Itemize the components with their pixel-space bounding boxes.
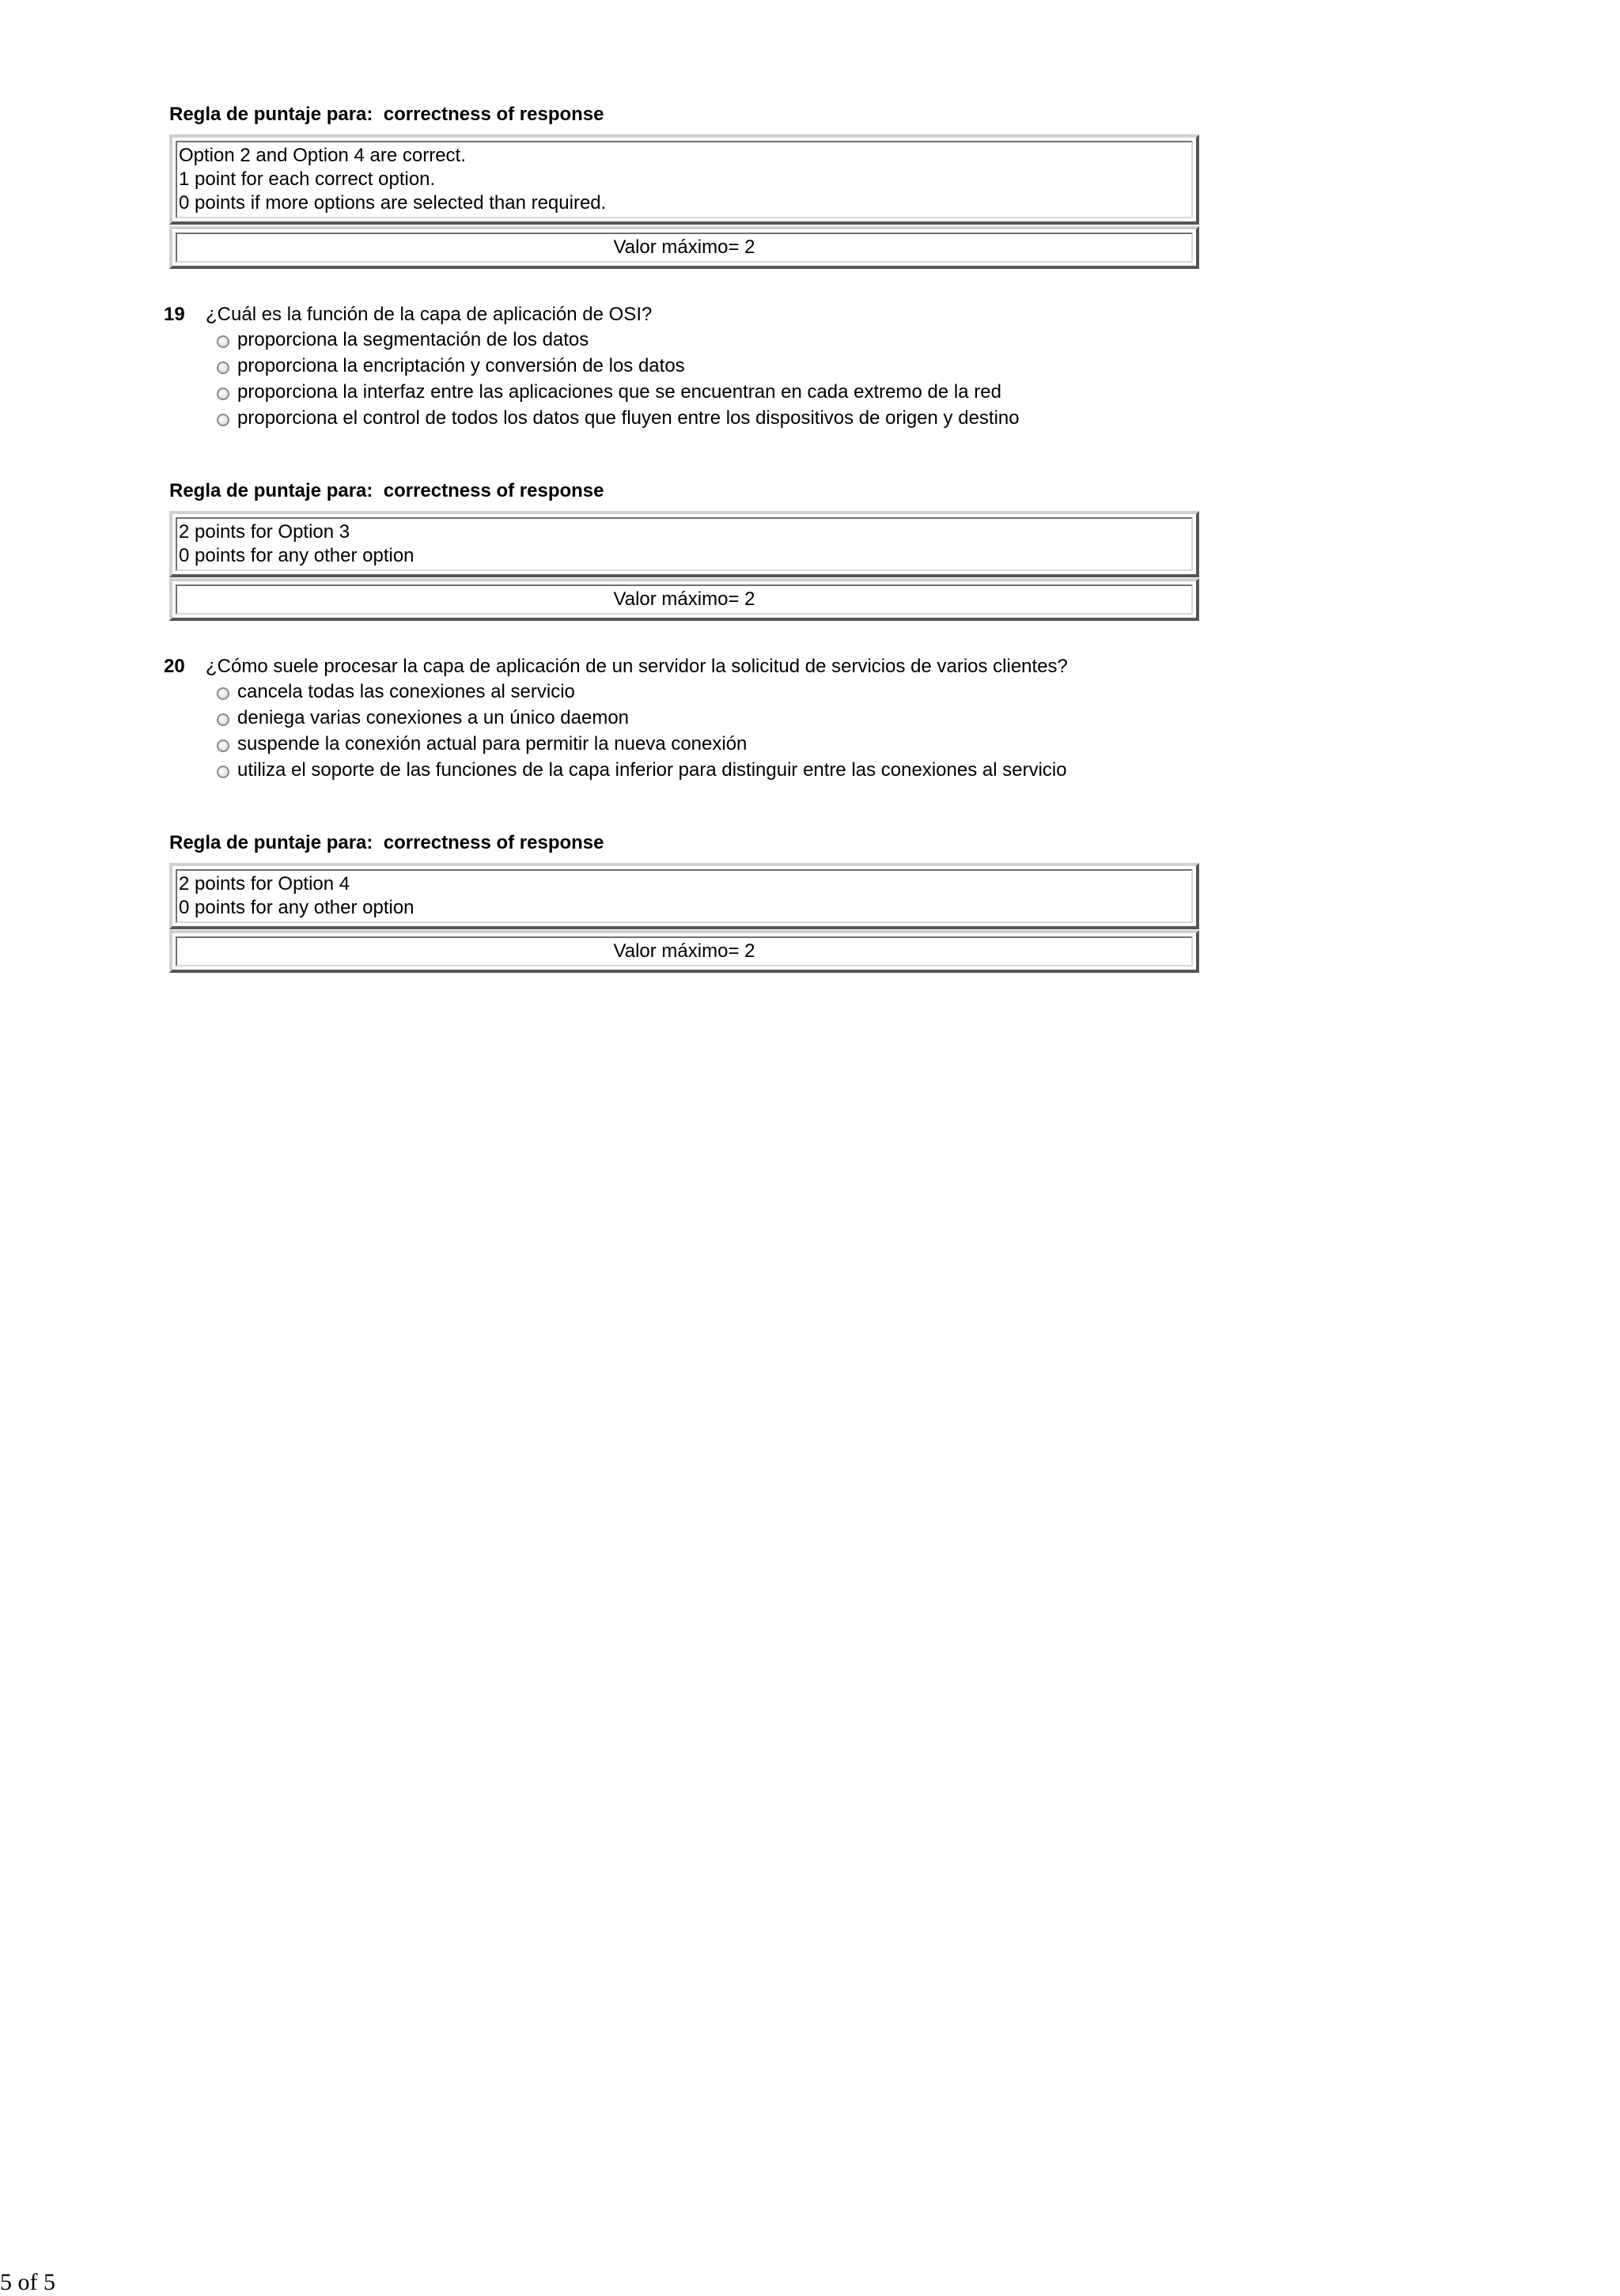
scoring-rule-line: 0 points if more options are selected than required. — [179, 192, 607, 214]
scoring-rule-box — [169, 511, 1199, 577]
scoring-rule-box — [169, 863, 1199, 929]
radio-button[interactable] — [217, 687, 229, 700]
scoring-rule-line: 2 points for Option 3 — [179, 521, 350, 543]
question-text: ¿Cuál es la función de la capa de aplicación de OSI? — [206, 304, 653, 325]
answer-option[interactable] — [217, 732, 747, 757]
answer-option-label: utiliza el soporte de las funciones de la capa inferior para distinguir entre las conexiones al servicio — [237, 759, 1067, 781]
radio-button[interactable] — [217, 713, 229, 726]
scoring-rule-line: Option 2 and Option 4 are correct. — [179, 145, 466, 166]
scoring-rule-heading: Regla de puntaje para: correctness of response — [169, 104, 604, 125]
max-value-box — [169, 226, 1199, 269]
answer-option-label: cancela todas las conexiones al servicio — [237, 681, 575, 702]
scoring-rule-line: 0 points for any other option — [179, 897, 414, 918]
max-value-box — [169, 930, 1199, 973]
answer-option[interactable] — [217, 758, 1067, 783]
answer-option-label: proporciona la encriptación y conversión de los datos — [237, 355, 685, 376]
scoring-rule-heading: Regla de puntaje para: correctness of response — [169, 832, 604, 853]
scoring-rule-box — [169, 134, 1199, 225]
answer-option[interactable] — [217, 705, 629, 731]
answer-option[interactable] — [217, 354, 685, 379]
max-value-label: Valor máximo= 2 — [176, 936, 1193, 966]
answer-option[interactable] — [217, 380, 1001, 405]
radio-button[interactable] — [217, 335, 229, 348]
scoring-rule-line: 1 point for each correct option. — [179, 168, 436, 190]
question-text: ¿Cómo suele procesar la capa de aplicación de un servidor la solicitud de servicios de varios clientes? — [206, 656, 1068, 677]
max-value-box — [169, 578, 1199, 621]
answer-option[interactable] — [217, 679, 575, 705]
max-value-label: Valor máximo= 2 — [176, 584, 1193, 615]
scoring-rule-heading: Regla de puntaje para: correctness of response — [169, 480, 604, 501]
scoring-rule-line: 2 points for Option 4 — [179, 873, 350, 895]
answer-option-label: proporciona la segmentación de los datos — [237, 329, 589, 350]
radio-button[interactable] — [217, 739, 229, 752]
answer-option-label: deniega varias conexiones a un único daemon — [237, 707, 630, 728]
question-number: 19 — [164, 304, 185, 325]
radio-button[interactable] — [217, 388, 229, 400]
question-number: 20 — [164, 656, 185, 677]
radio-button[interactable] — [217, 361, 229, 374]
page-counter: 5 of 5 — [0, 2269, 55, 2295]
radio-button[interactable] — [217, 414, 229, 426]
answer-option[interactable] — [217, 406, 1020, 431]
answer-option-label: proporciona el control de todos los datos que fluyen entre los dispositivos de origen y destino — [237, 407, 1020, 429]
answer-option-label: suspende la conexión actual para permitir la nueva conexión — [237, 733, 748, 755]
answer-option-label: proporciona la interfaz entre las aplicaciones que se encuentran en cada extremo de la red — [237, 381, 1001, 403]
answer-option[interactable] — [217, 327, 589, 353]
scoring-rule-line: 0 points for any other option — [179, 545, 414, 566]
radio-button[interactable] — [217, 766, 229, 778]
max-value-label: Valor máximo= 2 — [176, 233, 1193, 263]
